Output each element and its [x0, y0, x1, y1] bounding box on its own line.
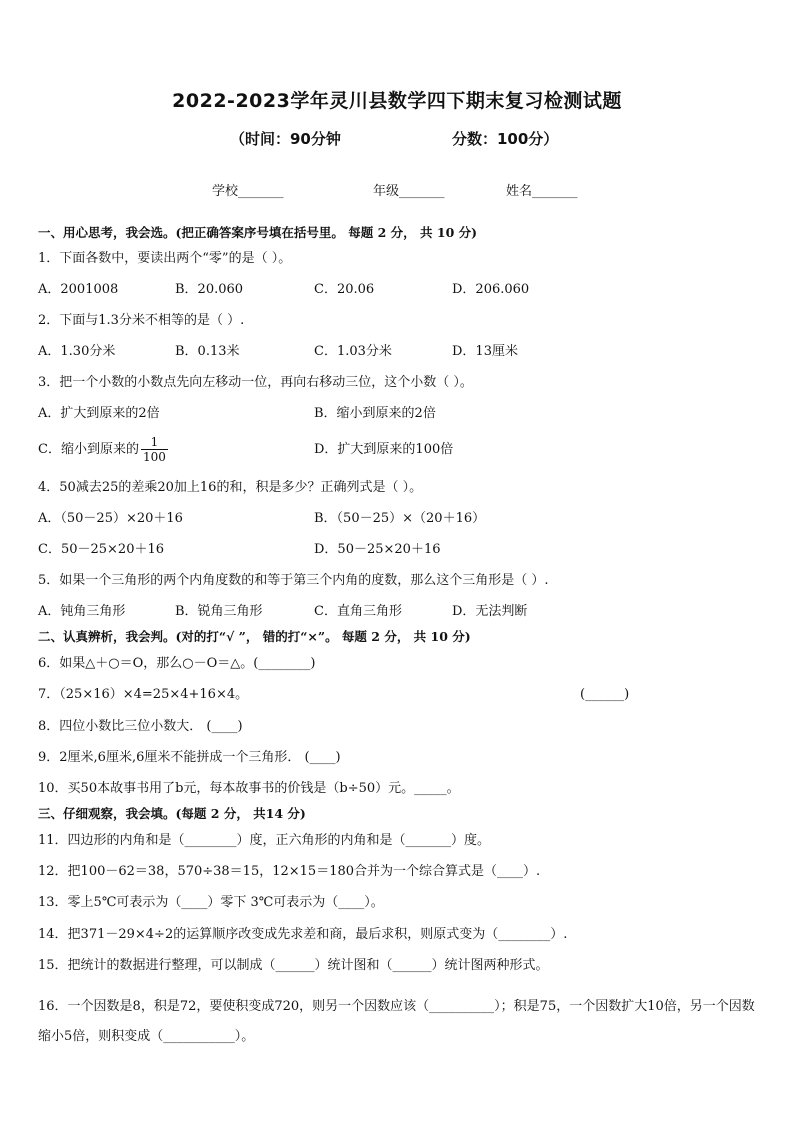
name-field: 姓名_______	[506, 184, 578, 199]
question-7: 7．（25×16）×4=25×4+16×4。	[38, 687, 249, 702]
q5-option-a: A．钝角三角形	[38, 604, 126, 619]
exam-meta	[0, 128, 794, 150]
question-4: 4．50减去25的差乘20加上16的和，积是多少？正确列式是（ ）。	[38, 480, 423, 495]
q3-option-c	[38, 432, 168, 468]
q5-option-c: C．直角三角形	[314, 604, 402, 619]
question-8: 8．四位小数比三位小数大． (____)	[38, 719, 243, 734]
q5-option-d: D．无法判断	[452, 604, 528, 619]
q4-option-a: A．（50－25）×20＋16	[38, 511, 183, 526]
grade-field: 年级_______	[373, 184, 445, 199]
question-10: 10．买50本故事书用了b元，每本故事书的价钱是（b÷50）元。_____。	[38, 781, 460, 796]
q1-option-a: A．2001008	[38, 282, 119, 297]
q3-option-a: A．扩大到原来的2倍	[38, 406, 160, 421]
q2-option-b: B．0.13米	[175, 344, 240, 359]
q1-option-d: D．206.060	[452, 282, 530, 297]
section-2-heading: 二、认真辨析，我会判。(对的打“√ ”， 错的打“×”。 每题 2 分， 共 10 分)	[38, 629, 471, 644]
q4-option-d: D．50－25×20＋16	[314, 542, 441, 557]
q2-option-c: C．1.03分米	[314, 344, 392, 359]
exam-time: （时间：90分钟	[230, 130, 341, 148]
q5-option-b: B．锐角三角形	[175, 604, 263, 619]
question-14: 14．把371－29×4÷2的运算顺序改变成先求差和商，最后求积，则原式变为（________）.	[38, 927, 568, 942]
fraction-denominator: 100	[142, 450, 166, 464]
question-15: 15．把统计的数据进行整理，可以制成（______）统计图和（______）统计图两种形式。	[38, 958, 549, 973]
student-info	[0, 180, 794, 200]
question-12: 12．把100－62＝38，570÷38＝15，12×15＝180合并为一个综合算式是（____）.	[38, 864, 541, 879]
q3-option-b: B．缩小到原来的2倍	[314, 406, 436, 421]
q1-option-b: B．20.060	[175, 282, 244, 297]
section-1-heading: 一、用心思考，我会选。(把正确答案序号填在括号里。 每题 2 分， 共 10 分)	[38, 225, 478, 240]
question-5: 5．如果一个三角形的两个内角度数的和等于第三个内角的度数，那么这个三角形是（ ）.	[38, 573, 549, 588]
question-2: 2．下面与1.3分米不相等的是（ ）.	[38, 313, 245, 328]
question-13: 13．零上5℃可表示为（____）零下 3℃可表示为（____）。	[38, 895, 384, 910]
question-6: 6．如果△＋○＝O，那么○－O＝△。(________)	[38, 656, 316, 671]
q3-option-d: D．扩大到原来的100倍	[314, 442, 454, 457]
q1-option-c: C．20.06	[314, 282, 375, 297]
question-1: 1．下面各数中，要读出两个“零”的是（ ）。	[38, 251, 292, 266]
question-3: 3．把一个小数的小数点先向左移动一位，再向右移动三位，这个小数（ ）。	[38, 375, 473, 390]
school-field: 学校_______	[212, 184, 284, 199]
question-9: 9．2厘米,6厘米,6厘米不能拼成一个三角形． (____)	[38, 750, 341, 765]
q4-option-b: B．（50－25）×（20＋16）	[314, 511, 486, 526]
q2-option-a: A．1.30分米	[38, 344, 116, 359]
exam-title: 2022-2023学年灵川县数学四下期末复习检测试题	[172, 90, 622, 112]
question-11: 11．四边形的内角和是（________）度，正六角形的内角和是（_______）度。	[38, 833, 491, 848]
section-3-heading: 三、仔细观察，我会填。(每题 2 分， 共14 分)	[38, 806, 306, 821]
fraction-numerator: 1	[141, 435, 168, 450]
q7-answer-blank[interactable]: (______)	[580, 687, 630, 702]
fraction	[141, 435, 168, 464]
question-16: 16．一个因数是8，积是72，要使积变成720，则另一个因数应该（__________）；积是75，一个因数扩大10倍，另一个因数缩小5倍，则积变成（___________）。	[38, 999, 755, 1044]
q2-option-d: D．13厘米	[452, 344, 518, 359]
q4-option-c: C．50－25×20＋16	[38, 542, 165, 557]
exam-score: 分数：100分）	[452, 130, 559, 148]
q3-option-c-text: C．缩小到原来的	[38, 442, 139, 457]
